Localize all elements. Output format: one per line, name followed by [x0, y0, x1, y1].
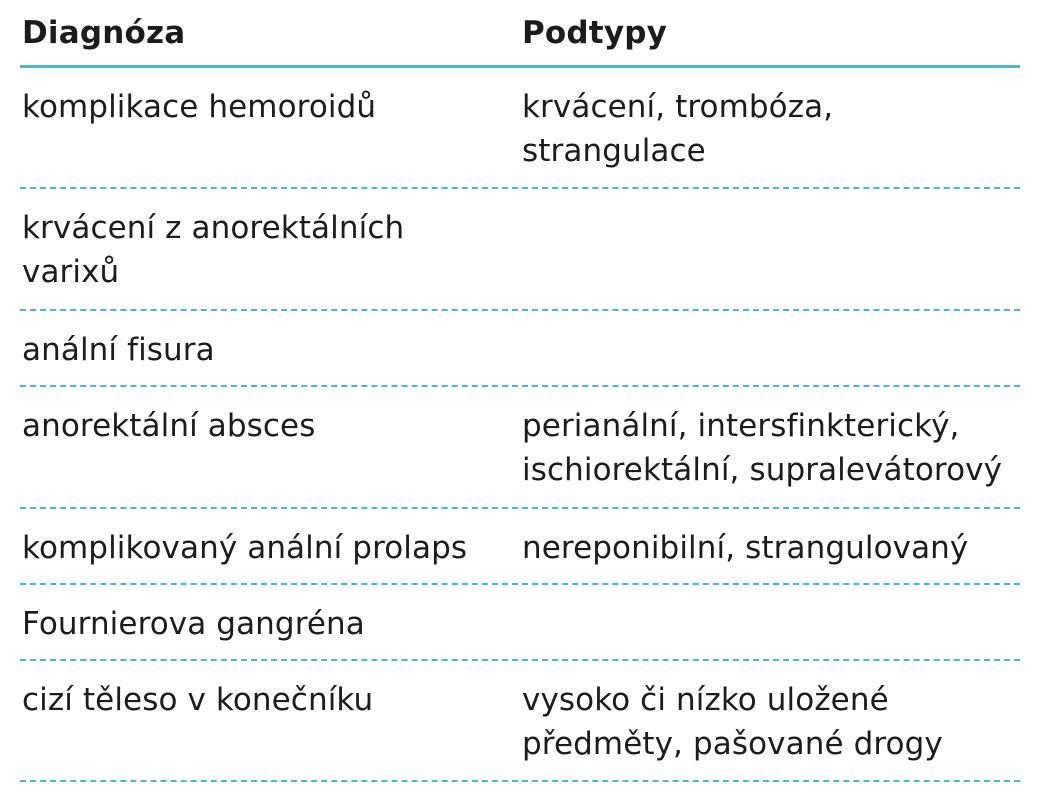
- table-row: [20, 585, 1020, 661]
- diagnosis-cell: krvácení z anorektálních varixů: [22, 210, 405, 290]
- diagnosis-cell: anální fisura: [22, 332, 215, 368]
- diagnosis-cell: anorektální absces: [22, 408, 316, 444]
- table-row: [20, 661, 1020, 782]
- header-subtypes: Podtypy: [522, 15, 668, 51]
- diagnosis-cell: komplikace hemoroidů: [22, 89, 377, 125]
- header-diagnosis: Diagnóza: [22, 15, 186, 51]
- table-row: [20, 68, 1020, 189]
- diagnosis-table: [20, 0, 1020, 782]
- table-row: [20, 387, 1020, 509]
- subtypes-cell: krvácení, trombóza, strangulace: [522, 89, 834, 169]
- subtypes-cell: nereponibilní, strangulovaný: [522, 530, 969, 566]
- subtypes-cell: [522, 311, 1020, 328]
- table-row: [20, 509, 1020, 585]
- diagnosis-cell: komplikovaný anální prolaps: [22, 530, 468, 566]
- table-row: [20, 311, 1020, 387]
- table-header-row: [20, 0, 1020, 68]
- diagnosis-cell: Fournierova gangréna: [22, 606, 365, 642]
- table-row: [20, 189, 1020, 311]
- subtypes-cell: perianální, intersfinkterický, ischiorektální, supralevátorový: [522, 408, 1003, 488]
- subtypes-cell: [522, 585, 1020, 602]
- subtypes-cell: [522, 189, 1020, 206]
- subtypes-cell: vysoko či nízko uložené předměty, pašované drogy: [522, 682, 943, 762]
- diagnosis-cell: cizí těleso v konečníku: [22, 682, 374, 718]
